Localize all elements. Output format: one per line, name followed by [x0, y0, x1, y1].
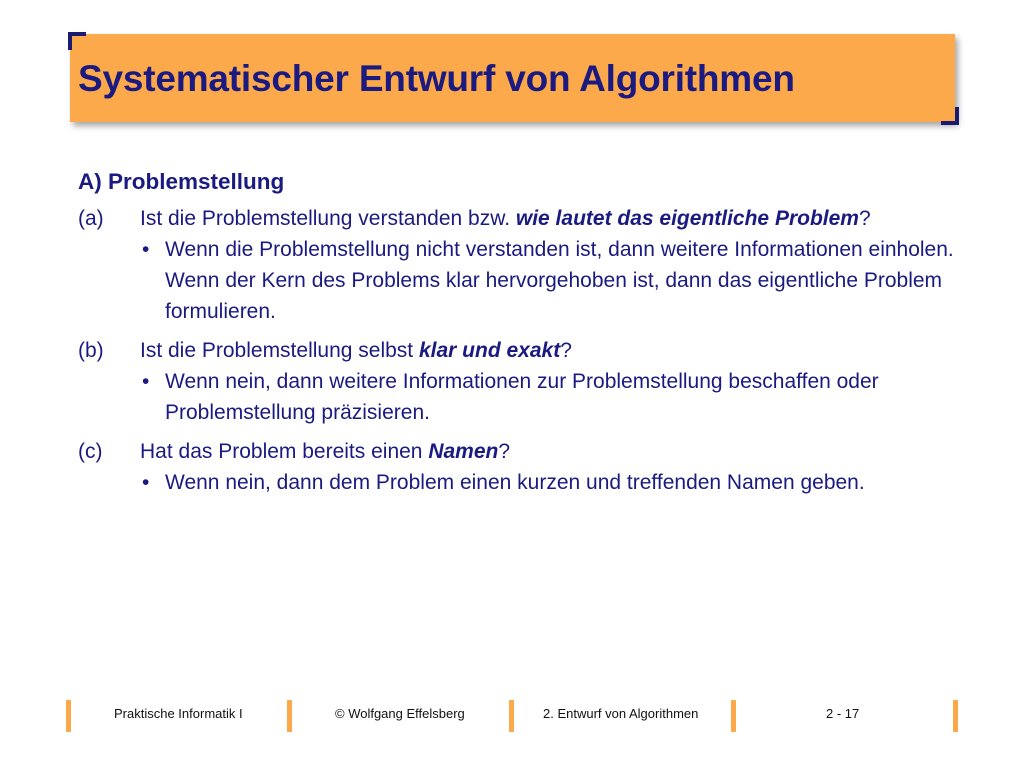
footer-divider [509, 700, 514, 732]
footer-page-number: 2 - 17 [826, 706, 860, 721]
section-heading: A) Problemstellung [78, 169, 285, 194]
bullet-text: Wenn nein, dann dem Problem einen kurzen und treffenden Namen geben. [165, 471, 865, 494]
item-question [140, 436, 958, 467]
footer-author: © Wolfgang Effelsberg [335, 706, 465, 721]
footer-divider [731, 700, 736, 732]
item-text: Ist die Problemstellung selbst [140, 339, 419, 362]
footer-divider [66, 700, 71, 732]
item-emphasis: wie lautet das eigentliche Problem [515, 207, 859, 230]
item-punct: ? [858, 207, 871, 230]
bullet-icon: • [142, 370, 150, 393]
item-text: Hat das Problem bereits einen [140, 440, 429, 463]
title-corner-bottom-right [941, 107, 959, 125]
item-bullet [140, 467, 958, 498]
bullet-icon: • [142, 471, 150, 494]
item-bullet [140, 234, 958, 327]
item-a [78, 203, 958, 327]
item-emphasis: Namen [428, 440, 499, 463]
item-punct: ? [498, 440, 511, 463]
item-bullet [140, 366, 958, 428]
footer-course: Praktische Informatik I [114, 706, 243, 721]
title-corner-top-left [68, 32, 86, 50]
item-emphasis: klar und exakt [418, 339, 561, 362]
item-text: Ist die Problemstellung verstanden bzw. [140, 207, 516, 230]
footer-chapter: 2. Entwurf von Algorithmen [543, 706, 699, 721]
item-c [78, 436, 958, 498]
item-punct: ? [560, 339, 572, 362]
bullet-text: Wenn nein, dann weitere Informationen zur Problemstellung beschaffen oder Problemstellung präzisieren. [165, 370, 879, 424]
item-question [140, 203, 958, 234]
item-b [78, 335, 958, 428]
footer-divider [953, 700, 958, 732]
bullet-text: Wenn die Problemstellung nicht verstanden ist, dann weitere Informationen einholen. Wenn der Kern des Problems klar hervorgehoben ist, dann das eigentliche Problem formulieren. [165, 238, 954, 323]
slide-footer [0, 696, 1024, 736]
slide-content [78, 166, 958, 506]
item-question [140, 335, 958, 366]
item-label: (b) [78, 339, 104, 362]
item-label: (c) [78, 440, 103, 463]
bullet-icon: • [142, 238, 150, 261]
slide-title: Systematischer Entwurf von Algorithmen [78, 58, 795, 99]
item-label: (a) [78, 207, 104, 230]
footer-divider [287, 700, 292, 732]
